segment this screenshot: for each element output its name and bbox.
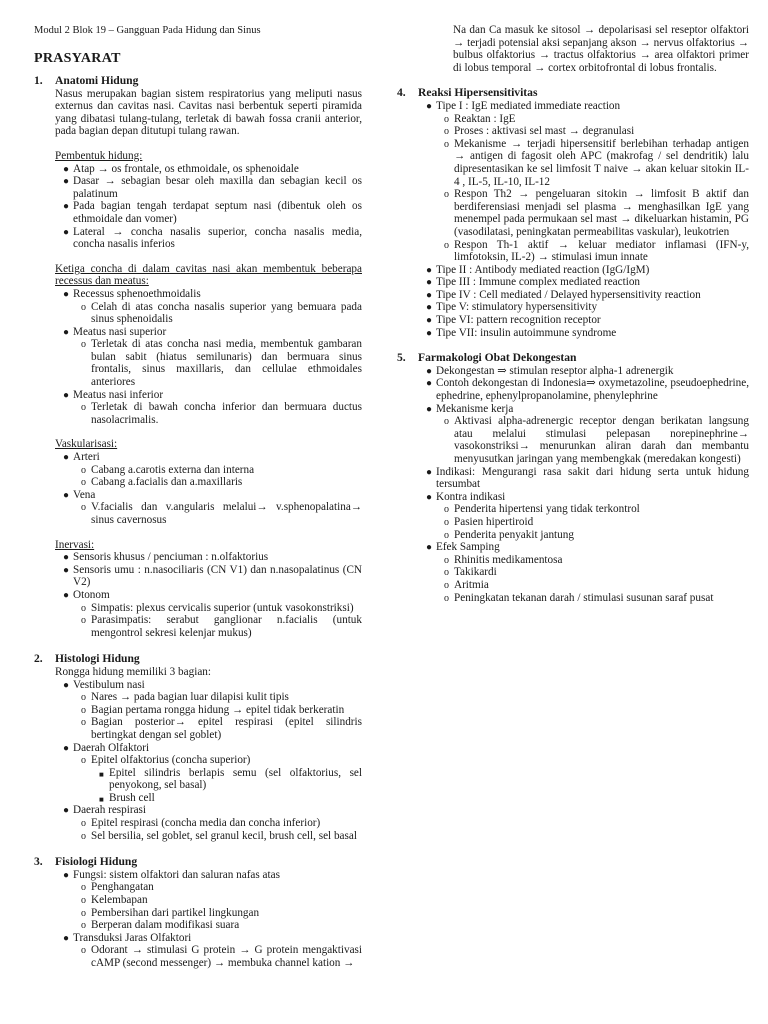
list-item-text: Recessus sphenoethmoidalis bbox=[73, 287, 201, 300]
circle-bullet-icon: o bbox=[444, 567, 449, 579]
bullet-icon: ● bbox=[426, 542, 433, 554]
bullet-icon: ● bbox=[63, 489, 70, 501]
list-item bbox=[81, 476, 362, 489]
list-item-text: Tipe I : IgE mediated immediate reaction bbox=[436, 99, 621, 112]
list-item bbox=[444, 125, 749, 138]
list-item bbox=[63, 226, 362, 251]
list-item bbox=[99, 792, 362, 805]
bullet-icon: ● bbox=[426, 327, 433, 339]
list-item bbox=[426, 276, 749, 289]
section-number: 2. bbox=[34, 652, 43, 666]
list-item-text: Respon Th2 → pengeluaran sitokin → limfosit B aktif dan berdiferensiasi menjadi sel plasma → menghasilkan IgE yang menempel pada permukaan sel mast → dikeluarkan histamin, PG (vasodilatasi, peningkatan permeabilitas vaskular), leukotrien bbox=[454, 188, 749, 238]
list-item bbox=[426, 100, 749, 264]
list-item-text: Atap → os frontale, os ethmoidale, os sphenoidale bbox=[73, 162, 299, 175]
list-item bbox=[444, 415, 749, 465]
list-item bbox=[81, 919, 362, 932]
circle-bullet-icon: o bbox=[81, 477, 86, 489]
list-item-text: Dekongestan ⇒ stimulan reseptor alpha-1 adrenergik bbox=[436, 364, 674, 377]
list-item-text: Tipe II : Antibody mediated reaction (IgG/IgM) bbox=[436, 263, 650, 276]
list-item-text: Efek Samping bbox=[436, 541, 500, 554]
list-item bbox=[81, 944, 362, 969]
list-item bbox=[63, 489, 362, 527]
list-item bbox=[63, 742, 362, 805]
list-item-text: Vena bbox=[73, 488, 96, 501]
circle-bullet-icon: o bbox=[81, 755, 86, 767]
section-dekongestan-heading bbox=[397, 352, 749, 365]
bullet-icon: ● bbox=[426, 466, 433, 478]
list-item-text: Tipe VI: pattern recognition receptor bbox=[436, 314, 601, 327]
list-item-text: Aktivasi alpha-adrenergic receptor dengan berikatan langsung atau melalui stimulasi pelepasan norepinephrine→ vasokonstriksi→ menurunkan aliran darah dan membantu menyusutkan jaringan yang membengkak (meredakan kongesti) bbox=[454, 415, 749, 465]
list-item-text: Epitel olfaktorius (concha superior) bbox=[91, 754, 251, 767]
list-item-text: Tipe V: stimulatory hypersensitivity bbox=[436, 301, 598, 314]
list-item bbox=[63, 551, 362, 564]
list-item-text: Dasar → sebagian besar oleh maxilla dan sebagian kecil os palatinum bbox=[73, 175, 362, 200]
section-title: Anatomi Hidung bbox=[55, 74, 139, 87]
list-item-text: Proses : aktivasi sel mast → degranulasi bbox=[454, 125, 635, 138]
vaskularisasi-title: Vaskularisasi: bbox=[55, 438, 118, 451]
circle-bullet-icon: o bbox=[81, 920, 86, 932]
bullet-icon: ● bbox=[426, 378, 433, 390]
circle-bullet-icon: o bbox=[81, 895, 86, 907]
bullet-icon: ● bbox=[63, 679, 70, 691]
inervasi-list bbox=[63, 551, 362, 639]
list-item-text: Daerah Olfaktori bbox=[73, 741, 150, 754]
bullet-icon: ● bbox=[426, 277, 433, 289]
list-item-text: Mekanisme → terjadi hipersensitif berlebihan terhadap antigen → antigen di fagosit oleh APC (makrofag / sel dendritik) lalu dipresentasikan ke sel limfosit T naive → akan keluar sitokin IL-4 , IL-5, IL-10, IL-12 bbox=[454, 137, 749, 188]
bullet-icon: ● bbox=[426, 289, 433, 301]
list-item-text: Respon Th-1 aktif → keluar mediator inflamasi (IFN-y, limfotoksin, IL-2) → stimulasi imun innate bbox=[454, 238, 749, 264]
section-title: Reaksi Hipersensitivitas bbox=[418, 86, 538, 100]
bullet-icon: ● bbox=[426, 302, 433, 314]
circle-bullet-icon: o bbox=[81, 882, 86, 894]
circle-bullet-icon: o bbox=[81, 692, 86, 704]
list-item bbox=[63, 679, 362, 742]
list-item-text: Arteri bbox=[73, 451, 100, 464]
list-item bbox=[444, 566, 749, 579]
circle-bullet-icon: o bbox=[444, 416, 449, 428]
list-item-text: Kontra indikasi bbox=[436, 490, 506, 503]
section-number: 1. bbox=[34, 74, 43, 87]
inervasi-title: Inervasi: bbox=[55, 538, 95, 551]
bullet-icon: ● bbox=[63, 288, 70, 300]
histologi-list bbox=[63, 679, 362, 843]
list-item-text: Indikasi: Mengurangi rasa sakit dari hidung serta untuk hidung tersumbat bbox=[436, 465, 749, 491]
list-item bbox=[426, 491, 749, 541]
circle-bullet-icon: o bbox=[444, 189, 449, 201]
list-item-text: Tipe III : Immune complex mediated reaction bbox=[436, 276, 641, 289]
list-item bbox=[63, 564, 362, 589]
circle-bullet-icon: o bbox=[444, 138, 449, 150]
list-item-text: Vestibulum nasi bbox=[73, 678, 145, 691]
list-item-text: Terletak di bawah concha inferior dan bermuara ductus nasolacrimalis. bbox=[91, 401, 362, 426]
list-item bbox=[444, 239, 749, 264]
section-fisiologi-heading bbox=[34, 856, 362, 869]
circle-bullet-icon: o bbox=[444, 504, 449, 516]
list-item-text: Pembersihan dari partikel lingkungan bbox=[91, 906, 260, 919]
list-item bbox=[63, 200, 362, 225]
list-item-text: Penderita penyakit jantung bbox=[454, 528, 574, 541]
section-histologi-heading bbox=[34, 653, 362, 666]
list-item-text: Cabang a.carotis externa dan interna bbox=[91, 463, 255, 476]
circle-bullet-icon: o bbox=[81, 830, 86, 842]
list-item bbox=[81, 894, 362, 907]
list-item bbox=[63, 175, 362, 200]
pembentuk-list bbox=[63, 163, 362, 251]
circle-bullet-icon: o bbox=[444, 126, 449, 138]
list-item-text: Daerah respirasi bbox=[73, 804, 146, 817]
list-item bbox=[426, 466, 749, 491]
list-item bbox=[81, 704, 362, 717]
list-item bbox=[444, 188, 749, 238]
list-item-text: Terletak di atas concha nasi media, membentuk gambaran bulan sabit (hiatus semilunaris) dan bermuara sinus frontalis, sinus maxillaris, dan cellulae ethmoidales anteriores bbox=[91, 338, 362, 389]
list-item bbox=[81, 614, 362, 639]
bullet-icon: ● bbox=[63, 869, 70, 881]
circle-bullet-icon: o bbox=[81, 502, 86, 514]
list-item-text: Reaktan : IgE bbox=[454, 112, 516, 125]
list-item bbox=[444, 516, 749, 529]
bullet-icon: ● bbox=[63, 176, 70, 188]
list-item-text: Epitel silindris berlapis semu (sel olfaktorius, sel penyokong, sel basal) bbox=[109, 766, 362, 792]
list-item bbox=[81, 830, 362, 843]
section-title: Farmakologi Obat Dekongestan bbox=[418, 351, 577, 365]
circle-bullet-icon: o bbox=[81, 301, 86, 313]
list-item bbox=[81, 817, 362, 830]
section-title: Histologi Hidung bbox=[55, 652, 140, 666]
list-item bbox=[81, 501, 362, 526]
list-item-text: Parasimpatis: serabut ganglionar n.facialis (untuk mengontrol sekresi kelenjar mukus) bbox=[91, 614, 362, 639]
list-item bbox=[63, 804, 362, 842]
circle-bullet-icon: o bbox=[81, 615, 86, 627]
fisiologi-list bbox=[63, 869, 362, 970]
circle-bullet-icon: o bbox=[81, 464, 86, 476]
circle-bullet-icon: o bbox=[444, 516, 449, 528]
list-item-text: Sensoris khusus / penciuman : n.olfaktorius bbox=[73, 551, 269, 564]
bullet-icon: ● bbox=[63, 226, 70, 238]
list-item-text: Bagian posterior→ epitel respirasi (epitel silindris bertingkat dengan sel goblet) bbox=[91, 716, 362, 741]
list-item-text: Otonom bbox=[73, 588, 110, 601]
list-item-text: Aritmia bbox=[454, 578, 489, 591]
list-item bbox=[81, 464, 362, 477]
list-item-text: Kelembapan bbox=[91, 894, 148, 907]
list-item-text: Pasien hipertiroid bbox=[454, 515, 534, 528]
list-item bbox=[444, 529, 749, 542]
section-anatomi-heading bbox=[34, 75, 362, 88]
list-item-text: Cabang a.facialis dan a.maxillaris bbox=[91, 476, 243, 489]
list-item-text: Mekanisme kerja bbox=[436, 402, 514, 415]
pembentuk-title: Pembentuk hidung: bbox=[55, 149, 143, 162]
list-item bbox=[426, 301, 749, 314]
list-item-text: Nares → pada bagian luar dilapisi kulit tipis bbox=[91, 691, 289, 704]
list-item-text: Meatus nasi inferior bbox=[73, 388, 164, 401]
circle-bullet-icon: o bbox=[444, 554, 449, 566]
list-item-text: Odorant → stimulasi G protein → G protein mengaktivasi cAMP (second messenger) → membuka channel kation → bbox=[91, 944, 362, 969]
right-column bbox=[397, 24, 749, 604]
bullet-icon: ● bbox=[63, 201, 70, 213]
list-item-text: Transduksi Jaras Olfaktori bbox=[73, 931, 192, 944]
list-item bbox=[444, 113, 749, 126]
list-item bbox=[63, 869, 362, 932]
list-item-text: Pada bagian tengah terdapat septum nasi (dibentuk oleh os ethmoidale dan vomer) bbox=[73, 200, 362, 225]
left-column bbox=[34, 75, 362, 970]
bullet-icon: ● bbox=[63, 326, 70, 338]
list-item bbox=[426, 314, 749, 327]
list-item bbox=[426, 365, 749, 378]
bullet-icon: ● bbox=[63, 389, 70, 401]
list-item bbox=[63, 932, 362, 970]
list-item-text: Epitel respirasi (concha media dan concha inferior) bbox=[91, 817, 321, 830]
list-item-text: Simpatis: plexus cervicalis superior (untuk vasokonstriksi) bbox=[91, 601, 354, 614]
list-item bbox=[81, 338, 362, 388]
circle-bullet-icon: o bbox=[81, 945, 86, 957]
circle-bullet-icon: o bbox=[444, 113, 449, 125]
hipersensitivitas-list bbox=[426, 100, 749, 339]
list-item-text: V.facialis dan v.angularis melalui→ v.sphenopalatina→ sinus cavernosus bbox=[91, 501, 362, 526]
list-item bbox=[426, 403, 749, 466]
bullet-icon: ● bbox=[63, 163, 70, 175]
bullet-icon: ● bbox=[426, 365, 433, 377]
concha-title: Ketiga concha di dalam cavitas nasi akan membentuk beberapa recessus dan meatus: bbox=[55, 262, 362, 288]
list-item bbox=[444, 503, 749, 516]
list-item bbox=[426, 264, 749, 277]
list-item bbox=[81, 881, 362, 894]
circle-bullet-icon: o bbox=[81, 818, 86, 830]
section-number: 5. bbox=[397, 351, 406, 365]
list-item bbox=[444, 554, 749, 567]
circle-bullet-icon: o bbox=[81, 717, 86, 729]
circle-bullet-icon: o bbox=[81, 602, 86, 614]
circle-bullet-icon: o bbox=[444, 239, 449, 251]
bullet-icon: ● bbox=[426, 403, 433, 415]
bullet-icon: ● bbox=[63, 742, 70, 754]
list-item bbox=[81, 691, 362, 704]
page-header: Modul 2 Blok 19 – Gangguan Pada Hidung dan Sinus bbox=[34, 25, 261, 36]
list-item bbox=[63, 288, 362, 326]
bullet-icon: ● bbox=[63, 452, 70, 464]
list-item-text: Celah di atas concha nasalis superior yang bemuara pada sinus sphenoidalis bbox=[91, 300, 362, 326]
list-item bbox=[63, 451, 362, 489]
bullet-icon: ● bbox=[426, 491, 433, 503]
list-item bbox=[81, 602, 362, 615]
list-item bbox=[426, 289, 749, 302]
list-item bbox=[444, 592, 749, 605]
circle-bullet-icon: o bbox=[81, 339, 86, 351]
section-number: 3. bbox=[34, 855, 43, 869]
bullet-icon: ● bbox=[63, 564, 70, 576]
concha-list bbox=[63, 288, 362, 427]
circle-bullet-icon: o bbox=[81, 402, 86, 414]
list-item bbox=[81, 401, 362, 426]
list-item bbox=[81, 716, 362, 741]
list-item bbox=[63, 589, 362, 639]
list-item bbox=[444, 579, 749, 592]
list-item bbox=[426, 327, 749, 340]
square-bullet-icon: ■ bbox=[99, 769, 104, 779]
list-item-text: Bagian pertama rongga hidung → epitel tidak berkeratin bbox=[91, 703, 345, 716]
list-item-text: Tipe IV : Cell mediated / Delayed hypersensitivity reaction bbox=[436, 288, 701, 301]
list-item bbox=[81, 301, 362, 326]
list-item bbox=[444, 138, 749, 188]
list-item-text: Tipe VII: insulin autoimmune syndrome bbox=[436, 326, 617, 339]
section-hipersensitivitas-heading bbox=[397, 87, 749, 100]
list-item bbox=[63, 389, 362, 427]
list-item-text: Sensoris umu : n.nasociliaris (CN V1) dan n.nasopalatinus (CN V2) bbox=[73, 563, 362, 589]
list-item bbox=[426, 377, 749, 402]
list-item bbox=[81, 907, 362, 920]
list-item-text: Rhinitis medikamentosa bbox=[454, 553, 563, 566]
list-item bbox=[63, 163, 362, 176]
bullet-icon: ● bbox=[63, 932, 70, 944]
list-item-text: Contoh dekongestan di Indonesia⇒ oxymetazoline, pseudoephedrine, ephedrine, ephenylpropanolamine, phenylephrine bbox=[436, 377, 749, 403]
histologi-intro: Rongga hidung memiliki 3 bagian: bbox=[55, 665, 211, 678]
bullet-icon: ● bbox=[426, 315, 433, 327]
dekongestan-list bbox=[426, 365, 749, 604]
list-item-text: Meatus nasi superior bbox=[73, 325, 167, 338]
vaskularisasi-list bbox=[63, 451, 362, 527]
list-item-text: Berperan dalam modifikasi suara bbox=[91, 919, 240, 932]
bullet-icon: ● bbox=[63, 805, 70, 817]
section-number: 4. bbox=[397, 86, 406, 100]
list-item-text: Brush cell bbox=[109, 791, 155, 804]
bullet-icon: ● bbox=[426, 264, 433, 276]
anatomi-intro: Nasus merupakan bagian sistem respiratorius yang meliputi nasus externus dan cavitas nasi. Cavitas nasi berbentuk seperti piramida yang dibatasi tulang-tulang, terletak di bawah fossa cranii anterior, pada bagian depan ditutupi tulang rawan. bbox=[55, 87, 362, 138]
list-item-text: Peningkatan tekanan darah / stimulasi susunan saraf pusat bbox=[454, 591, 714, 604]
list-item-text: Penderita hipertensi yang tidak terkontrol bbox=[454, 503, 640, 516]
square-bullet-icon: ■ bbox=[99, 794, 104, 804]
circle-bullet-icon: o bbox=[444, 529, 449, 541]
list-item-text: Lateral → concha nasalis superior, concha nasalis media, concha nasalis inferios bbox=[73, 225, 362, 251]
bullet-icon: ● bbox=[63, 589, 70, 601]
list-item-text: Sel bersilia, sel goblet, sel granul kecil, brush cell, sel basal bbox=[91, 829, 357, 842]
bullet-icon: ● bbox=[63, 552, 70, 564]
circle-bullet-icon: o bbox=[444, 579, 449, 591]
circle-bullet-icon: o bbox=[81, 907, 86, 919]
section-title: Fisiologi Hidung bbox=[55, 855, 138, 869]
list-item bbox=[63, 326, 362, 389]
page-title: PRASYARAT bbox=[34, 51, 121, 66]
list-item-text: Fungsi: sistem olfaktori dan saluran nafas atas bbox=[73, 868, 280, 881]
list-item-text: Takikardi bbox=[454, 566, 497, 579]
circle-bullet-icon: o bbox=[81, 704, 86, 716]
list-item bbox=[81, 754, 362, 804]
list-item bbox=[99, 767, 362, 792]
bullet-icon: ● bbox=[426, 100, 433, 112]
list-item-text: Penghangatan bbox=[91, 881, 154, 894]
transduksi-continued: Na dan Ca masuk ke sitosol → depolarisasi sel reseptor olfaktori → terjadi potensial aksi sepanjang akson → nervus olfaktorius → bulbus olfaktorius → tractus olfaktorius → area olfaktori primer di lobus temporal → cortex orbitofrontal di lobus frontalis. bbox=[453, 24, 749, 74]
circle-bullet-icon: o bbox=[444, 592, 449, 604]
list-item bbox=[426, 541, 749, 604]
